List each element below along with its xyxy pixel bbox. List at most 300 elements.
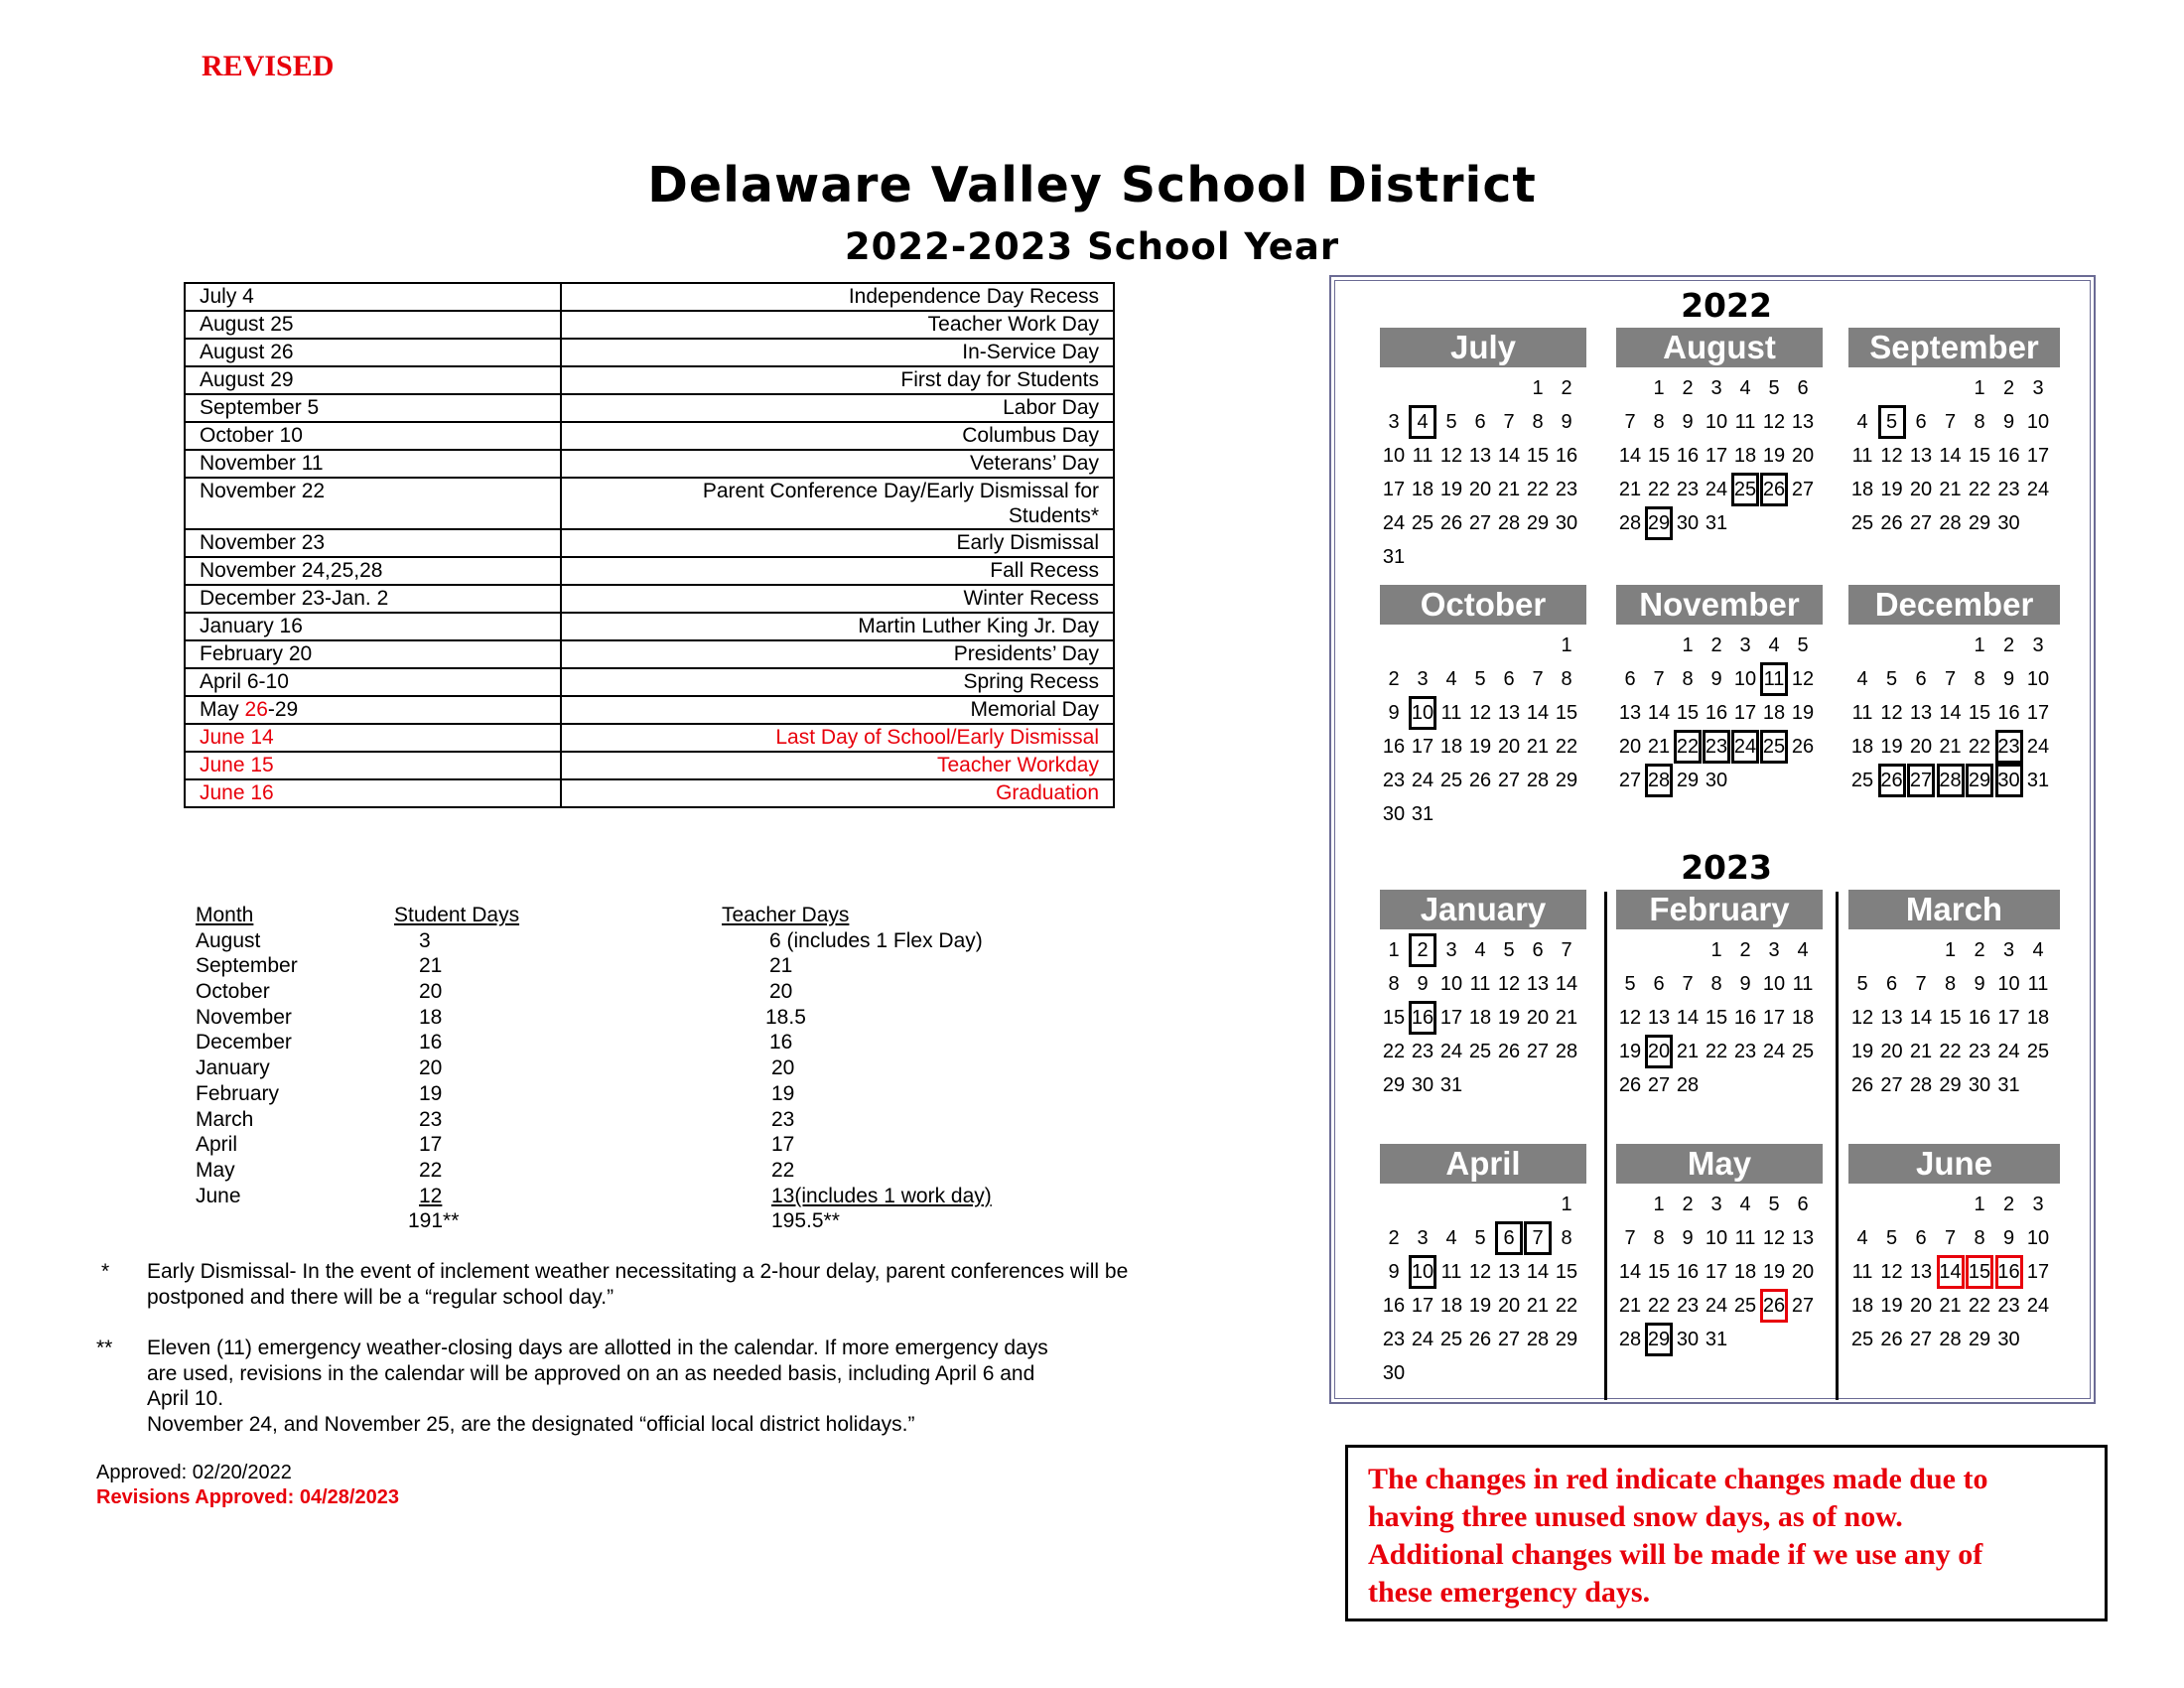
calendar-day: 24 (1705, 479, 1728, 500)
calendar-day: 17 (1411, 736, 1434, 758)
calendar-day: 15 (1647, 1261, 1671, 1283)
table-row: June 15 Teacher Workday (185, 752, 1114, 779)
calendar-day: 19 (1468, 1295, 1492, 1317)
calendar-day: 21 (1676, 1041, 1700, 1062)
month-october (1380, 585, 1586, 825)
calendar-day: 5 (1885, 1227, 1898, 1249)
calendar-day: 14 (1497, 445, 1521, 467)
calendar-day: 1 (1974, 634, 1985, 656)
calendar-day: 2 (1682, 1194, 1694, 1215)
month-header: July (1380, 328, 1586, 367)
calendar-day: 25 (1733, 1295, 1757, 1317)
month-march (1848, 890, 2060, 1096)
calendar-day: 30 (1382, 1362, 1406, 1384)
calendar-day: 1 (1561, 634, 1572, 656)
calendar-day: 8 (1532, 411, 1544, 433)
calendar-day: 6 (1797, 377, 1809, 399)
calendar-day: 9 (1388, 1261, 1400, 1283)
calendar-day: 9 (1388, 702, 1400, 724)
calendar-day: 1 (1561, 1194, 1572, 1215)
calendar-day: 3 (1445, 939, 1457, 961)
calendar-day: 14 (1526, 1261, 1550, 1283)
calendar-day: 8 (1974, 668, 1985, 690)
calendar-day: 29 (1966, 764, 1993, 797)
calendar-day: 8 (1710, 973, 1722, 995)
calendar-day: 1 (1682, 634, 1694, 656)
calendar-day: 18 (1762, 702, 1786, 724)
calendar-day: 19 (1618, 1041, 1642, 1062)
calendar-day: 20 (1497, 736, 1521, 758)
calendar-day: 23 (1411, 1041, 1434, 1062)
calendar-day: 24 (1997, 1041, 2020, 1062)
calendar-day: 19 (1762, 1261, 1786, 1283)
calendar-day: 27 (1497, 1329, 1521, 1350)
calendar-day: 13 (1909, 702, 1933, 724)
calendar-day: 14 (1526, 702, 1550, 724)
calendar-day: 7 (1524, 1221, 1552, 1255)
calendar-day: 13 (1497, 1261, 1521, 1283)
calendar-day: 6 (1915, 411, 1927, 433)
calendar-day: 20 (1909, 1295, 1933, 1317)
calendar-day: 15 (1555, 1261, 1578, 1283)
calendar-day: 28 (1618, 1329, 1642, 1350)
calendar-day: 16 (1705, 702, 1728, 724)
calendar-day: 14 (1937, 1255, 1965, 1289)
calendar-day: 2 (1561, 377, 1572, 399)
calendar-day: 1 (1974, 1194, 1985, 1215)
calendar-day: 13 (1468, 445, 1492, 467)
calendar-day: 7 (1532, 668, 1544, 690)
calendar-day: 29 (1939, 1074, 1962, 1096)
calendar-day: 15 (1647, 445, 1671, 467)
calendar-day: 22 (1526, 479, 1550, 500)
calendar-day: 10 (1733, 668, 1757, 690)
calendar-day: 15 (1966, 1255, 1993, 1289)
month-july (1380, 328, 1586, 568)
page-title: Delaware Valley School District (647, 157, 1537, 213)
month-january (1380, 890, 1586, 1096)
calendar-day: 16 (1382, 1295, 1406, 1317)
calendar-day: 18 (1850, 736, 1874, 758)
month-february (1616, 890, 1823, 1096)
calendar-day: 16 (1997, 702, 2020, 724)
calendar-day: 26 (1880, 512, 1903, 534)
calendar-day: 16 (1997, 445, 2020, 467)
month-header: November (1616, 585, 1823, 625)
calendar-day: 1 (1653, 1194, 1665, 1215)
column-divider (1604, 892, 1607, 1400)
calendar-day: 14 (1555, 973, 1578, 995)
calendar-day: 6 (1495, 1221, 1523, 1255)
calendar-day: 5 (1885, 668, 1898, 690)
calendar-day: 12 (1762, 411, 1786, 433)
calendar-day: 22 (1968, 1295, 1991, 1317)
calendar-day: 8 (1653, 1227, 1665, 1249)
calendar-day: 23 (1382, 770, 1406, 791)
calendar-day: 1 (1532, 377, 1544, 399)
calendar-day: 11 (1851, 445, 1873, 467)
calendar-day: 31 (1705, 1329, 1728, 1350)
month-header: September (1848, 328, 2060, 367)
calendar-day: 8 (1561, 1227, 1572, 1249)
table-row: January 16 Martin Luther King Jr. Day (185, 613, 1114, 640)
calendar-day: 30 (1382, 803, 1406, 825)
calendar-day: 7 (1944, 1227, 1957, 1249)
column-divider (1836, 892, 1839, 1400)
calendar-day: 22 (1555, 736, 1578, 758)
calendar-day: 25 (1411, 512, 1434, 534)
calendar-day: 2 (1388, 1227, 1400, 1249)
calendar-day: 2 (1974, 939, 1985, 961)
calendar-day: 17 (2026, 1261, 2050, 1283)
calendar-day: 20 (1497, 1295, 1521, 1317)
calendar-day: 10 (1382, 445, 1406, 467)
calendar-day: 18 (1468, 1007, 1492, 1029)
table-row: June 16 Graduation (185, 779, 1114, 807)
calendar-day: 27 (1880, 1074, 1903, 1096)
calendar-day: 11 (1760, 662, 1788, 696)
calendar-day: 11 (1440, 1261, 1462, 1283)
calendar-day: 25 (1731, 473, 1759, 506)
calendar-day: 2 (2002, 634, 2015, 656)
month-header: October (1380, 585, 1586, 625)
calendar-day: 13 (1909, 445, 1933, 467)
calendar-day: 8 (1974, 1227, 1985, 1249)
calendar-day: 14 (1618, 445, 1642, 467)
calendar-day: 15 (1676, 702, 1700, 724)
calendar-day: 26 (1850, 1074, 1874, 1096)
table-row: November 24,25,28 Fall Recess (185, 557, 1114, 585)
calendar-day: 13 (1618, 702, 1642, 724)
calendar-day: 6 (1915, 1227, 1927, 1249)
calendar-day: 8 (1653, 411, 1665, 433)
calendar-day: 3 (1417, 668, 1429, 690)
calendar-day: 18 (1791, 1007, 1815, 1029)
calendar-day: 9 (1561, 411, 1572, 433)
calendar-day: 1 (1653, 377, 1665, 399)
calendar-day: 2 (1409, 933, 1436, 967)
calendar-day: 10 (2026, 1227, 2050, 1249)
calendar-day: 23 (1733, 1041, 1757, 1062)
calendar-day: 13 (1497, 702, 1521, 724)
calendar-day: 27 (1526, 1041, 1550, 1062)
calendar-day: 25 (1468, 1041, 1492, 1062)
calendar-day: 12 (1880, 445, 1903, 467)
calendar-day: 2 (1388, 668, 1400, 690)
calendar-day: 28 (1645, 764, 1673, 797)
calendar-day: 23 (1997, 1295, 2020, 1317)
calendar-day: 26 (1791, 736, 1815, 758)
calendar-day: 2 (2002, 377, 2015, 399)
revisions-approved-date: Revisions Approved: 04/28/2023 (96, 1486, 399, 1508)
calendar-day: 17 (1997, 1007, 2020, 1029)
calendar-day: 3 (2032, 377, 2044, 399)
calendar-day: 21 (1618, 479, 1642, 500)
month-header: June (1848, 1144, 2060, 1184)
calendar-day: 20 (1909, 479, 1933, 500)
calendar-day: 21 (1909, 1041, 1933, 1062)
calendar-day: 4 (1409, 405, 1436, 439)
calendar-day: 3 (1710, 1194, 1722, 1215)
calendar-day: 10 (1439, 973, 1463, 995)
calendar-day: 10 (1409, 696, 1436, 730)
calendar-day: 13 (1647, 1007, 1671, 1029)
calendar-day: 27 (1907, 764, 1935, 797)
calendar-day: 24 (1411, 770, 1434, 791)
calendar-day: 11 (1734, 1227, 1756, 1249)
calendar-day: 4 (1856, 411, 1868, 433)
calendar-day: 3 (1710, 377, 1722, 399)
calendar-day: 6 (1797, 1194, 1809, 1215)
calendar-day: 27 (1791, 1295, 1815, 1317)
calendar-day: 19 (1880, 479, 1903, 500)
calendar-day: 11 (1792, 973, 1814, 995)
calendar-day: 11 (1440, 702, 1462, 724)
calendar-day: 3 (2032, 1194, 2044, 1215)
calendar-day: 3 (2002, 939, 2015, 961)
calendar-day: 21 (1939, 1295, 1962, 1317)
calendar-day: 29 (1555, 770, 1578, 791)
calendar-day: 18 (1733, 445, 1757, 467)
calendar-day: 24 (2026, 1295, 2050, 1317)
month-header: March (1848, 890, 2060, 929)
calendar-day: 18 (1850, 479, 1874, 500)
calendar-day: 28 (1618, 512, 1642, 534)
calendar-day: 17 (1439, 1007, 1463, 1029)
calendar-day: 10 (1705, 411, 1728, 433)
events-table (184, 282, 1115, 808)
calendar-day: 24 (1731, 730, 1759, 764)
calendar-day: 30 (1968, 1074, 1991, 1096)
calendar-day: 30 (1997, 512, 2020, 534)
calendar-day: 3 (1768, 939, 1780, 961)
calendar-day: 16 (1409, 1001, 1436, 1035)
calendar-day: 29 (1526, 512, 1550, 534)
calendar-day: 27 (1909, 512, 1933, 534)
calendar-day: 25 (1439, 770, 1463, 791)
calendar-day: 25 (1850, 512, 1874, 534)
calendar-day: 5 (1474, 1227, 1486, 1249)
calendar-day: 25 (2026, 1041, 2050, 1062)
calendar-day: 12 (1468, 1261, 1492, 1283)
table-row: November 23 Early Dismissal (185, 529, 1114, 557)
calendar-day: 29 (1645, 1323, 1673, 1356)
calendar-day: 28 (1939, 1329, 1962, 1350)
calendar-day: 1 (1974, 377, 1985, 399)
calendar-day: 9 (2002, 668, 2015, 690)
calendar-day: 6 (1624, 668, 1636, 690)
table-row: November 22 Parent Conference Day/Early Dismissal for Students* (185, 478, 1114, 529)
calendar-day: 17 (1411, 1295, 1434, 1317)
calendar-day: 30 (1411, 1074, 1434, 1096)
calendar-day: 7 (1653, 668, 1665, 690)
calendar-day: 10 (1409, 1255, 1436, 1289)
calendar-day: 7 (1682, 973, 1694, 995)
calendar-day: 10 (2026, 411, 2050, 433)
calendar-day: 25 (1439, 1329, 1463, 1350)
calendar-day: 17 (2026, 445, 2050, 467)
calendar-day: 28 (1526, 770, 1550, 791)
calendar-day: 17 (1382, 479, 1406, 500)
year-2023: 2023 (1681, 848, 1772, 887)
calendar-day: 5 (1624, 973, 1636, 995)
calendar-day: 24 (2026, 479, 2050, 500)
calendar-day: 10 (2026, 668, 2050, 690)
calendar-day: 24 (1382, 512, 1406, 534)
calendar-day: 19 (1880, 736, 1903, 758)
calendar-day: 7 (1624, 411, 1636, 433)
month-header: January (1380, 890, 1586, 929)
calendar-day: 21 (1618, 1295, 1642, 1317)
calendar-day: 13 (1526, 973, 1550, 995)
calendar-day: 30 (1995, 764, 2023, 797)
calendar-day: 2 (1739, 939, 1751, 961)
calendar-day: 21 (1497, 479, 1521, 500)
calendar-day: 22 (1555, 1295, 1578, 1317)
calendar-day: 9 (1682, 1227, 1694, 1249)
calendar-day: 15 (1382, 1007, 1406, 1029)
calendar-day: 5 (1768, 1194, 1780, 1215)
calendar-day: 2 (1682, 377, 1694, 399)
calendar-day: 16 (1968, 1007, 1991, 1029)
calendar-day: 19 (1468, 736, 1492, 758)
calendar-day: 12 (1618, 1007, 1642, 1029)
calendar-day: 27 (1791, 479, 1815, 500)
calendar-day: 4 (1739, 377, 1751, 399)
calendar-day: 21 (1526, 1295, 1550, 1317)
calendar-day: 22 (1939, 1041, 1962, 1062)
calendar-day: 20 (1468, 479, 1492, 500)
calendar-day: 21 (1939, 479, 1962, 500)
calendar-day: 21 (1647, 736, 1671, 758)
table-row: August 25 Teacher Work Day (185, 311, 1114, 339)
calendar-day: 13 (1791, 1227, 1815, 1249)
calendar-day: 4 (1856, 668, 1868, 690)
calendar-day: 26 (1497, 1041, 1521, 1062)
note-star: Early Dismissal- In the event of inclement weather necessitating a 2-hour delay, parent conferences will be postponed and there will be a “regular school day.” (147, 1260, 1129, 1309)
calendar-day: 27 (1497, 770, 1521, 791)
note-star-marker: * (101, 1260, 110, 1283)
calendar-day: 21 (1939, 736, 1962, 758)
calendar-day: 10 (1997, 973, 2020, 995)
calendar-day: 14 (1618, 1261, 1642, 1283)
calendar-day: 5 (1503, 939, 1515, 961)
calendar-day: 18 (1439, 1295, 1463, 1317)
table-row: April 6-10 Spring Recess (185, 668, 1114, 696)
calendar-day: 29 (1968, 512, 1991, 534)
year-2022: 2022 (1681, 286, 1772, 325)
calendar-day: 20 (1526, 1007, 1550, 1029)
calendar-day: 4 (1739, 1194, 1751, 1215)
calendar-day: 11 (1851, 702, 1873, 724)
calendar-day: 24 (1411, 1329, 1434, 1350)
calendar-day: 22 (1382, 1041, 1406, 1062)
calendar-day: 18 (1411, 479, 1434, 500)
calendar-day: 23 (1676, 1295, 1700, 1317)
changes-note: The changes in red indicate changes made due to having three unused snow days, as of now. Additional changes will be made if we use any of these emergency days. (1345, 1445, 2108, 1621)
calendar-day: 6 (1532, 939, 1544, 961)
calendar-day: 29 (1382, 1074, 1406, 1096)
calendar-day: 23 (1968, 1041, 1991, 1062)
calendar-day: 4 (1474, 939, 1486, 961)
calendar-day: 18 (1439, 736, 1463, 758)
calendar-day: 26 (1880, 1329, 1903, 1350)
month-may (1616, 1144, 1823, 1350)
calendar-day: 13 (1791, 411, 1815, 433)
calendar-day: 22 (1674, 730, 1702, 764)
calendar-day: 6 (1474, 411, 1486, 433)
calendar-day: 26 (1760, 1289, 1788, 1323)
calendar-day: 28 (1939, 512, 1962, 534)
calendar-day: 11 (2027, 973, 2049, 995)
calendar-day: 16 (1555, 445, 1578, 467)
calendar-day: 20 (1909, 736, 1933, 758)
calendar-day: 31 (1411, 803, 1434, 825)
calendar-day: 4 (1445, 1227, 1457, 1249)
calendar-day: 1 (1388, 939, 1400, 961)
calendar-day: 22 (1647, 479, 1671, 500)
calendar-day: 26 (1439, 512, 1463, 534)
calendar-day: 5 (1797, 634, 1809, 656)
calendar-day: 22 (1647, 1295, 1671, 1317)
calendar-day: 28 (1676, 1074, 1700, 1096)
calendar-day: 12 (1850, 1007, 1874, 1029)
calendar-day: 16 (1733, 1007, 1757, 1029)
calendar-day: 20 (1791, 1261, 1815, 1283)
calendar-day: 5 (1768, 377, 1780, 399)
table-row: October 10 Columbus Day (185, 422, 1114, 450)
calendar-day: 1 (1944, 939, 1957, 961)
table-row: August 29 First day for Students (185, 366, 1114, 394)
table-row: August 26 In-Service Day (185, 339, 1114, 366)
calendar-day: 9 (1682, 411, 1694, 433)
table-row: September 5 Labor Day (185, 394, 1114, 422)
calendar-day: 14 (1939, 702, 1962, 724)
calendar-day: 7 (1561, 939, 1572, 961)
calendar-day: 19 (1880, 1295, 1903, 1317)
calendar-day: 23 (1995, 730, 2023, 764)
month-header: December (1848, 585, 2060, 625)
calendar-day: 4 (1797, 939, 1809, 961)
calendar-day: 14 (1647, 702, 1671, 724)
calendar-day: 13 (1909, 1261, 1933, 1283)
calendar-day: 9 (1417, 973, 1429, 995)
calendar-day: 21 (1526, 736, 1550, 758)
calendar-day: 12 (1880, 1261, 1903, 1283)
calendar-day: 17 (1705, 1261, 1728, 1283)
calendar-day: 4 (1856, 1227, 1868, 1249)
calendar-day: 10 (1705, 1227, 1728, 1249)
calendar-day: 9 (2002, 411, 2015, 433)
calendar-day: 12 (1439, 445, 1463, 467)
calendar-day: 4 (1768, 634, 1780, 656)
calendar-day: 6 (1885, 973, 1898, 995)
calendar-day: 8 (1561, 668, 1572, 690)
calendar-day: 14 (1676, 1007, 1700, 1029)
calendar-day: 28 (1526, 1329, 1550, 1350)
calendar-day: 31 (1439, 1074, 1463, 1096)
calendar-day: 25 (1850, 1329, 1874, 1350)
calendar-day: 3 (1417, 1227, 1429, 1249)
calendar-day: 25 (1760, 730, 1788, 764)
calendar-day: 22 (1705, 1041, 1728, 1062)
calendar-day: 19 (1439, 479, 1463, 500)
calendar-day: 16 (1676, 445, 1700, 467)
calendar-day: 11 (1851, 1261, 1873, 1283)
month-header: April (1380, 1144, 1586, 1184)
calendar-day: 29 (1645, 506, 1673, 540)
calendar-day: 20 (1791, 445, 1815, 467)
